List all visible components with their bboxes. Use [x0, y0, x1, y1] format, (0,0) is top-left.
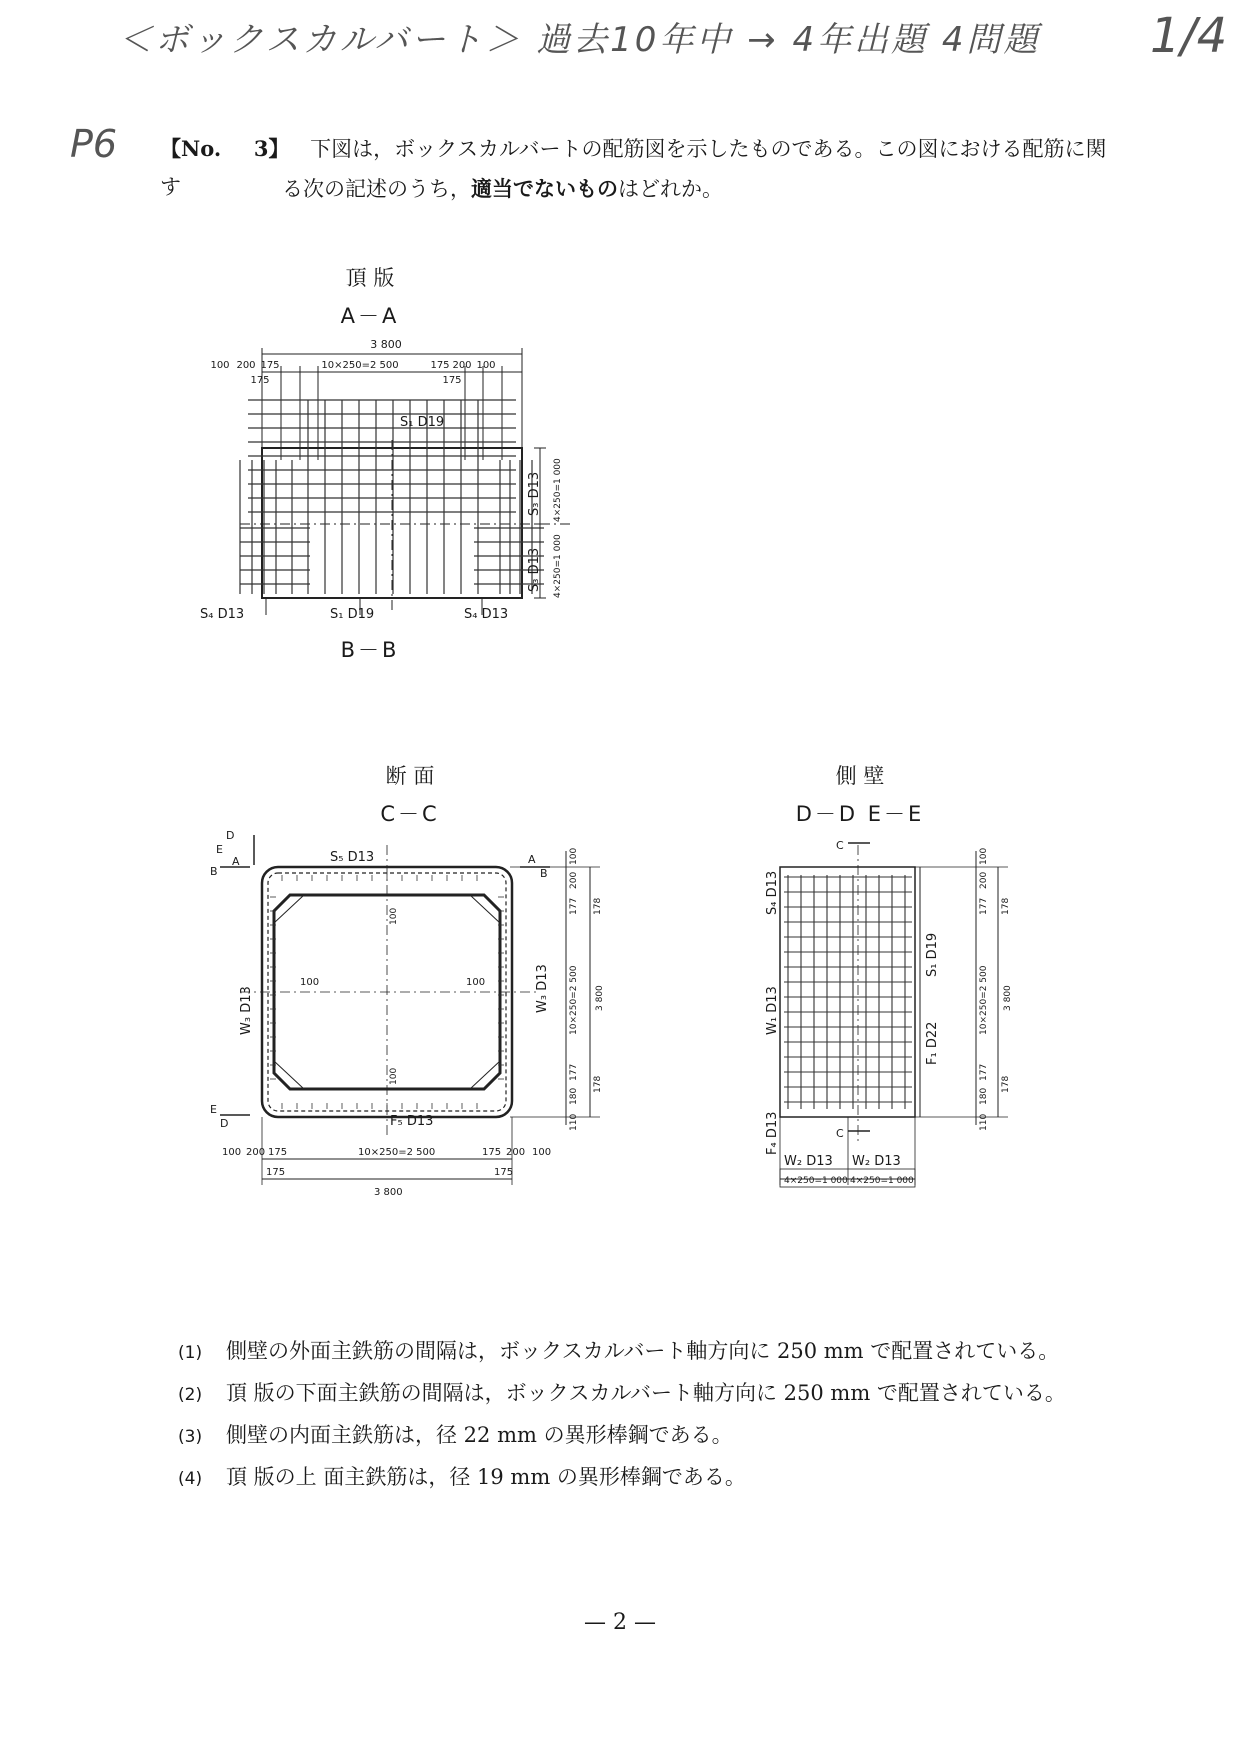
wall-c-bottom: C	[836, 1127, 844, 1140]
wall-dim-r3: 178	[1001, 897, 1011, 915]
option-3[interactable]	[178, 1420, 733, 1452]
sec-dim-sb2: 175	[494, 1167, 514, 1178]
top-dim-r3: 100	[476, 360, 496, 371]
top-bar-s3-lower: S₃ D13	[527, 547, 542, 592]
top-dim-right-lower: 4×250=1 000	[553, 534, 563, 598]
mark-a-left: A	[232, 855, 240, 868]
top-bar-s4-left: S₄ D13	[200, 607, 245, 622]
top-bar-s1-bottom: S₁ D19	[330, 607, 375, 622]
top-dim-l1: 100	[210, 360, 230, 371]
wall-dim-r2: 177	[979, 897, 989, 915]
section-bar-f5: F₅ D13	[390, 1114, 434, 1129]
option-4[interactable]	[178, 1462, 746, 1494]
top-bar-s3-upper: S₃ D13	[527, 471, 542, 516]
question-label: 【No.	[160, 136, 222, 161]
inner-right: 100	[466, 977, 486, 988]
handwritten-page-ref: P6	[70, 122, 118, 166]
section-bar-w3-left: W₃ D13	[239, 986, 254, 1035]
top-dim-mid: 10×250=2 500	[321, 360, 399, 371]
sec-dim-b1: 200	[246, 1147, 266, 1158]
top-dim-r2: 200	[452, 360, 472, 371]
sec-dim-b3: 10×250=2 500	[358, 1147, 436, 1158]
option-3-text: 側壁の内面主鉄筋は，径 22 mm の異形棒鋼である。	[226, 1423, 733, 1447]
wall-title: 側 壁	[835, 764, 885, 788]
top-slab-drawing	[200, 330, 660, 630]
section-cc: C－C	[380, 802, 440, 826]
wall-dim-r8: 180	[979, 1087, 989, 1105]
wall-dim-r4: 10×250=2 500	[979, 965, 989, 1035]
top-slab-section-aa: A－A	[340, 304, 400, 328]
top-dim-sub-right: 175	[442, 375, 462, 386]
option-4-number: (4)	[178, 1469, 203, 1489]
wall-bar-w2-left: W₂ D13	[784, 1154, 833, 1169]
wall-dim-r7: 178	[1001, 1075, 1011, 1093]
option-1-number: (1)	[178, 1343, 203, 1363]
top-dim-l2: 200	[236, 360, 256, 371]
sec-dim-r3: 178	[593, 897, 603, 915]
sec-dim-b6: 100	[532, 1147, 552, 1158]
wall-dim-r5: 3 800	[1003, 985, 1013, 1011]
sec-dim-r5: 3 800	[595, 985, 605, 1011]
option-3-number: (3)	[178, 1427, 203, 1447]
option-1[interactable]	[178, 1336, 1059, 1368]
top-dim-right-upper: 4×250=1 000	[553, 458, 563, 522]
option-4-text: 頂 版の上 面主鉄筋は，径 19 mm の異形棒鋼である。	[226, 1465, 746, 1489]
wall-dim-bottom-right: 4×250=1 000	[850, 1176, 914, 1186]
question-text-2b: はどれか。	[618, 177, 723, 201]
mark-b-left: B	[210, 865, 218, 878]
top-dim-total: 3 800	[370, 338, 402, 351]
wall-dim-r1: 200	[979, 871, 989, 889]
top-dim-l3: 175	[260, 360, 280, 371]
sec-dim-r9: 110	[569, 1113, 579, 1131]
wall-dim-bottom-left: 4×250=1 000	[784, 1176, 848, 1186]
sec-dim-r1: 200	[569, 871, 579, 889]
top-slab-section-bb: B－B	[340, 638, 400, 662]
sec-dim-r7: 178	[593, 1075, 603, 1093]
wall-dim-r0: 100	[979, 847, 989, 865]
top-bar-s1-top: S₁ D19	[400, 415, 445, 430]
wall-sections: D－D E－E	[795, 802, 925, 826]
mark-b-right: B	[540, 867, 548, 880]
wall-bar-f4: F₄ D13	[765, 1111, 780, 1155]
sec-dim-b0: 100	[222, 1147, 242, 1158]
question-text-2a: る次の記述のうち，	[282, 177, 471, 201]
sec-dim-r4: 10×250=2 500	[569, 965, 579, 1035]
inner-left: 100	[300, 977, 320, 988]
mark-e-top: E	[216, 843, 223, 856]
top-dim-sub-left: 175	[250, 375, 270, 386]
wall-c-top: C	[836, 839, 844, 852]
wall-bar-s4: S₄ D13	[765, 870, 780, 915]
sec-dim-r6: 177	[569, 1063, 579, 1081]
wall-dim-r6: 177	[979, 1063, 989, 1081]
wall-dim-r9: 110	[979, 1113, 989, 1131]
top-slab-title: 頂 版	[345, 266, 395, 290]
option-2[interactable]	[178, 1378, 1066, 1410]
section-bar-w3-right: W₃ D13	[535, 964, 550, 1013]
cross-section-drawing	[210, 825, 630, 1245]
mark-e-bottom: E	[210, 1103, 217, 1116]
inner-bottom: 100	[389, 1067, 399, 1085]
question-emphasis: 適当でないもの	[471, 176, 618, 201]
sec-dim-r2: 177	[569, 897, 579, 915]
sec-dim-sb1: 3 800	[374, 1187, 403, 1198]
inner-top: 100	[389, 907, 399, 925]
top-dim-r1: 175	[430, 360, 450, 371]
sec-dim-sb0: 175	[266, 1167, 286, 1178]
option-1-text: 側壁の外面主鉄筋の間隔は，ボックスカルバート軸方向に 250 mm で配置されている。	[226, 1339, 1060, 1363]
wall-bar-f1: F₁ D22	[925, 1021, 940, 1065]
sec-dim-r0: 100	[569, 847, 579, 865]
side-wall-drawing	[740, 825, 1040, 1245]
sec-dim-b2: 175	[268, 1147, 288, 1158]
mark-d-top: D	[226, 829, 235, 842]
sec-dim-b5: 200	[506, 1147, 526, 1158]
sec-dim-b4: 175	[482, 1147, 502, 1158]
wall-bar-s1: S₁ D19	[925, 932, 940, 977]
handwritten-title: ＜ボックスカルバート＞ 過去10年中 → 4年出題 4問題	[118, 20, 1041, 60]
handwritten-fraction: 1/4	[1150, 8, 1228, 64]
wall-bar-w2-right: W₂ D13	[852, 1154, 901, 1169]
section-bar-s5: S₅ D13	[330, 850, 375, 865]
option-2-text: 頂 版の下面主鉄筋の間隔は，ボックスカルバート軸方向に 250 mm で配置されている。	[226, 1381, 1066, 1405]
wall-bar-w1: W₁ D13	[765, 986, 780, 1035]
mark-a-right: A	[528, 853, 536, 866]
top-bar-s4-right: S₄ D13	[464, 607, 509, 622]
question-number: 3】	[253, 136, 290, 161]
mark-d-bottom: D	[220, 1117, 229, 1130]
page-footer: — 2 —	[584, 1610, 656, 1635]
question-text-1: 下図は，ボックスカルバートの配筋図を示したものである。この図における配筋に関す	[160, 137, 1107, 199]
section-title: 断 面	[385, 764, 435, 788]
option-2-number: (2)	[178, 1385, 203, 1405]
sec-dim-r8: 180	[569, 1087, 579, 1105]
question-line-2	[282, 170, 723, 208]
